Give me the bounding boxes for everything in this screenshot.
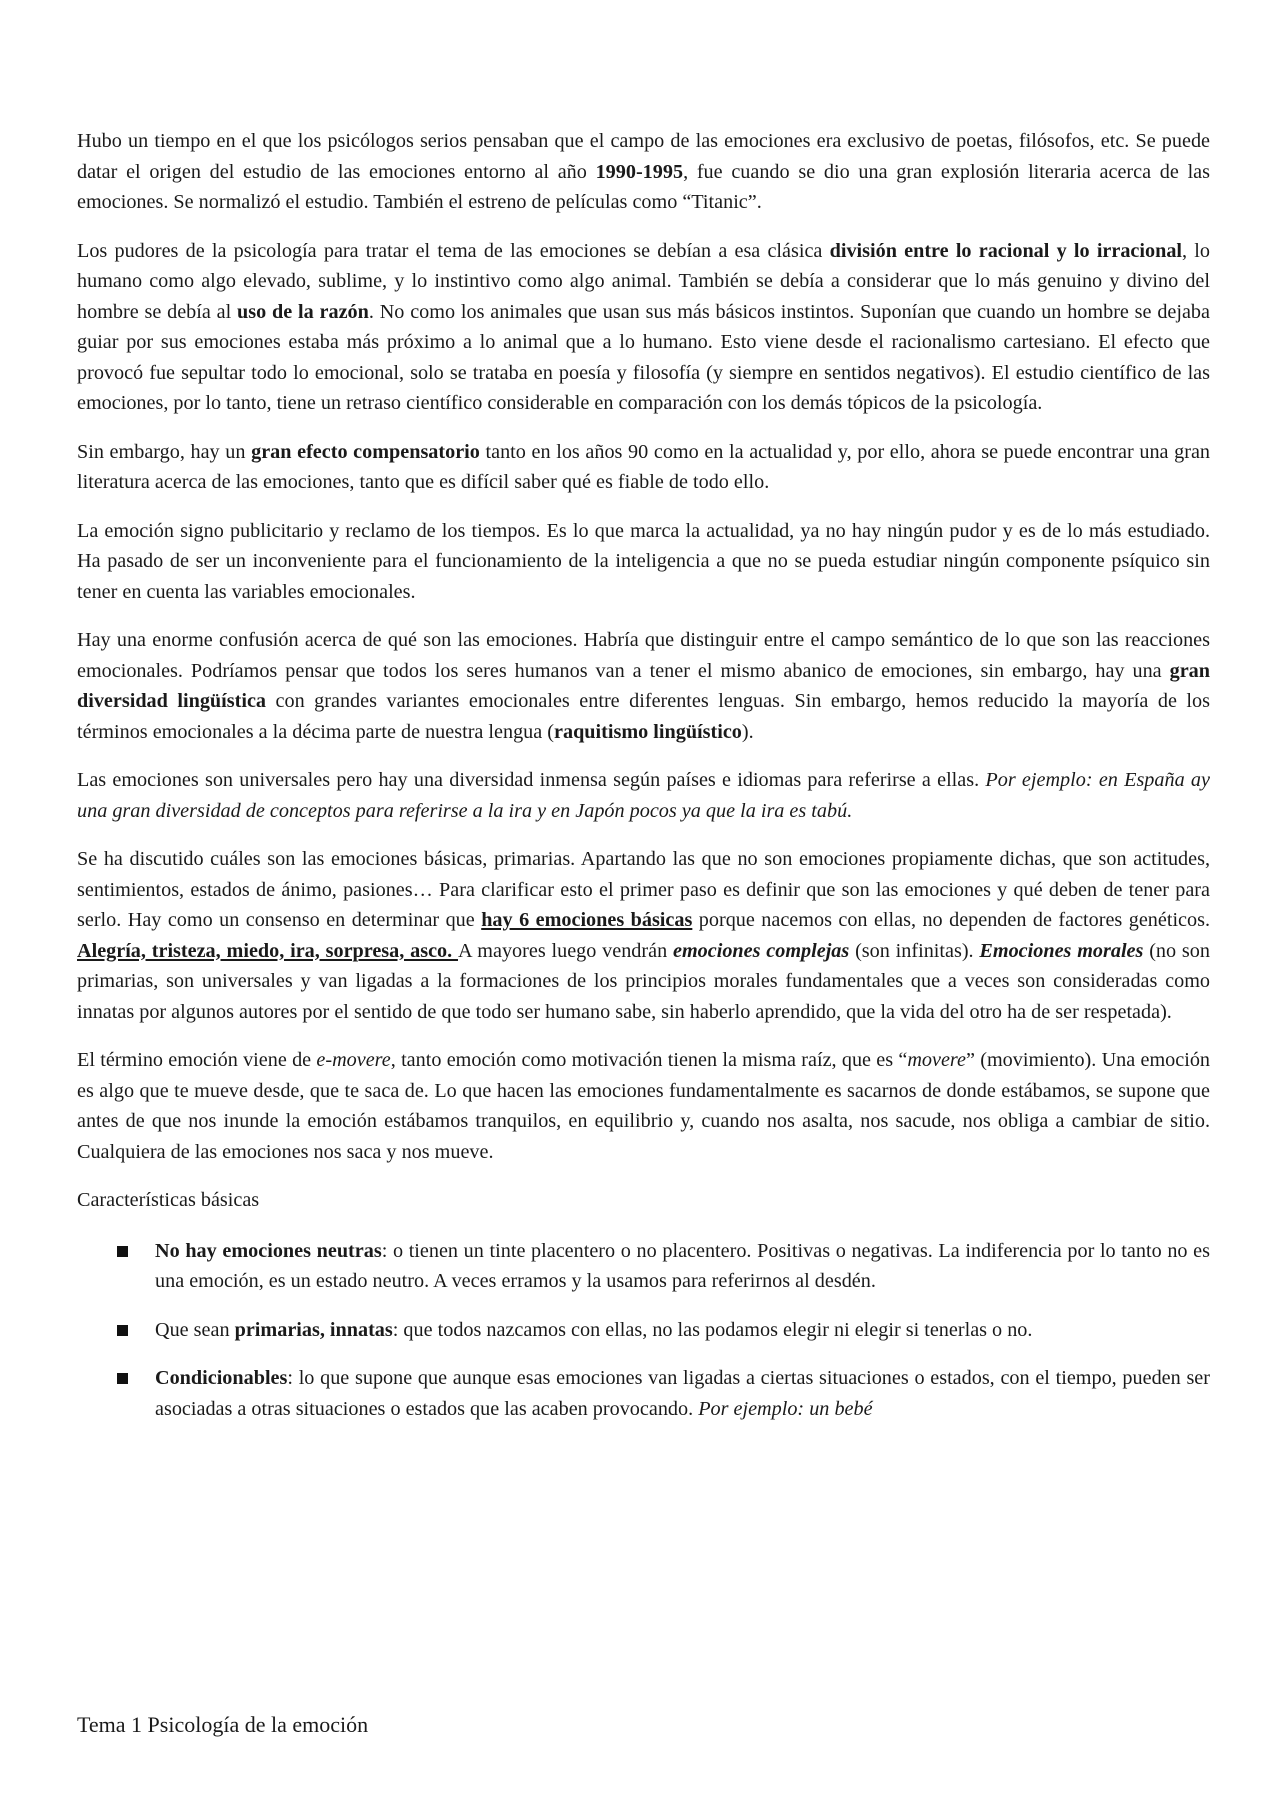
list-item: [77, 1315, 1210, 1346]
text: Sin embargo, hay un: [77, 440, 252, 463]
bold-text: raquitismo lingüístico: [554, 720, 742, 743]
bold-underlined-text: hay 6 emociones básicas: [481, 909, 693, 931]
text: : o tienen un tinte placentero o no placentero. Positivas o negativas. La indiferencia por lo tanto no es una emoción, es un estado neutro. A veces erramos y la usamos para referirnos al desdén.: [155, 1239, 1210, 1292]
document-body: [77, 126, 1210, 1442]
italic-text: Por ejemplo: en España ay una gran diversidad de conceptos para referirse a la ira y en Japón pocos ya que la ira es tabú.: [77, 769, 1210, 822]
italic-text: Por ejemplo: un bebé: [698, 1397, 873, 1420]
bold-underlined-text: Alegría, tristeza, miedo, ira, sorpresa, asco.: [77, 939, 458, 962]
bold-text: primarias, innatas: [234, 1318, 393, 1341]
bold-text: gran efecto compensatorio: [251, 440, 480, 463]
paragraph: [77, 844, 1210, 1027]
text: A mayores luego vendrán: [458, 939, 673, 962]
text: El término emoción viene de: [77, 1049, 317, 1071]
bold-text: Condicionables: [155, 1367, 288, 1389]
bold-italic-text: emociones complejas: [673, 939, 850, 962]
square-bullet-icon: [117, 1325, 128, 1336]
text: Que sean: [155, 1318, 235, 1341]
bold-text: No hay emociones neutras: [155, 1239, 382, 1262]
paragraph: [77, 516, 1210, 608]
text: porque nacemos con ellas, no dependen de factores genéticos.: [692, 909, 1211, 931]
list-item: [77, 1236, 1210, 1297]
paragraph: [77, 765, 1210, 826]
page-footer: Tema 1 Psicología de la emoción: [77, 1712, 369, 1737]
bold-text: división entre lo racional y lo irracional: [829, 239, 1183, 262]
text: La emoción signo publicitario y reclamo de los tiempos. Es lo que marca la actualidad, ya no hay ningún pudor y es de lo más estudiado. Ha pasado de ser un inconveniente para el funcionamiento de la inteligencia a que no se pueda estudiar ningún componente psíquico sin tener en cuenta las variables emocionales.: [77, 519, 1210, 603]
paragraph: [77, 437, 1210, 498]
section-heading: Características básicas: [77, 1189, 260, 1211]
text: Hubo un tiempo en el que los psicólogos serios pensaban que el campo de las emociones era exclusivo de poetas, filósofos, etc. Se puede datar el origen del estudio de las emociones entorno al año: [77, 130, 1210, 183]
text: Se ha discutido cuáles son las emociones básicas, primarias. Apartando las que no son emociones propiamente dichas, que son actitudes, sentimientos, estados de ánimo, pasiones… Para clarificar esto el primer paso es definir que son las emociones y qué deben de tener para serlo. Hay como un consenso en determinar que: [77, 848, 1210, 931]
text: tanto en los años 90 como en la actualidad y, por ello, ahora se puede encontrar una gran literatura acerca de las emociones, tanto que es difícil saber qué es fiable de todo ello.: [77, 440, 1210, 493]
paragraph: [77, 625, 1210, 747]
text: ).: [741, 720, 754, 743]
italic-text: movere: [907, 1049, 967, 1071]
text: , tanto emoción como motivación tienen la misma raíz, que es “: [390, 1049, 908, 1071]
paragraph: [77, 236, 1210, 419]
square-bullet-icon: [117, 1373, 128, 1384]
text: (no son primarias, son universales y van ligadas a la formaciones de los principios morales fundamentales que a veces son consideradas como innatas por algunos autores por el sentido de que todo ser humano sabe, sin haberlo aprendido, que la vida del otro ha de ser respetada).: [77, 939, 1210, 1023]
bold-text: 1990-1995: [595, 160, 684, 183]
text: Las emociones son universales pero hay una diversidad inmensa según países e idiomas para referirse a ellas.: [77, 769, 986, 791]
text: (son infinitas).: [849, 939, 980, 962]
bold-italic-text: Emociones morales: [979, 939, 1144, 962]
bullet-list: [77, 1236, 1210, 1425]
text: , fue cuando se dio una gran explosión literaria acerca de las emociones. Se normalizó el estudio. También el estreno de películas como “Titanic”.: [77, 160, 1210, 213]
paragraph: [77, 126, 1210, 218]
paragraph: [77, 1045, 1210, 1167]
bold-text: uso de la razón: [237, 300, 369, 323]
list-item: [77, 1363, 1210, 1424]
text: . No como los animales que usan sus más básicos instintos. Suponían que cuando un hombre se dejaba guiar por sus emociones estaba más próximo a lo animal que a lo humano. Esto viene desde el racionalismo cartesiano. El efecto que provocó fue sepultar todo lo emocional, solo se trataba en poesía y filosofía (y siempre en sentidos negativos). El estudio científico de las emociones, por lo tanto, tiene un retraso científico considerable en comparación con los demás tópicos de la psicología.: [77, 300, 1210, 414]
text: Los pudores de la psicología para tratar el tema de las emociones se debían a esa clásica: [77, 239, 830, 262]
text: : que todos nazcamos con ellas, no las podamos elegir ni elegir si tenerlas o no.: [392, 1318, 1033, 1341]
text: ” (movimiento). Una emoción es algo que te mueve desde, que te saca de. Lo que hacen las emociones fundamentalmente es sacarnos de donde estábamos, se supone que antes de que nos inunde la emoción estábamos tranquilos, en equilibrio y, cuando nos asalta, nos sacude, nos obliga a cambiar de sitio. Cualquiera de las emociones nos saca y nos mueve.: [77, 1049, 1211, 1163]
text: , lo humano como algo elevado, sublime, y lo instintivo como algo animal. También se debía a considerar que lo más genuino y divino del hombre se debía al: [77, 239, 1210, 323]
italic-text: e-movere: [316, 1049, 391, 1071]
text: : lo que supone que aunque esas emociones van ligadas a ciertas situaciones o estados, con el tiempo, pueden ser asociadas a otras situaciones o estados que las acaben provocando.: [155, 1367, 1210, 1420]
bold-text: gran diversidad lingüística: [77, 659, 1210, 712]
square-bullet-icon: [117, 1246, 128, 1257]
text: Hay una enorme confusión acerca de qué son las emociones. Habría que distinguir entre el campo semántico de lo que son las reacciones emocionales. Podríamos pensar que todos los seres humanos van a tener el mismo abanico de emociones, sin embargo, hay una: [77, 629, 1210, 682]
text: con grandes variantes emocionales entre diferentes lenguas. Sin embargo, hemos reducido la mayoría de los términos emocionales a la décima parte de nuestra lengua (: [77, 690, 1210, 743]
